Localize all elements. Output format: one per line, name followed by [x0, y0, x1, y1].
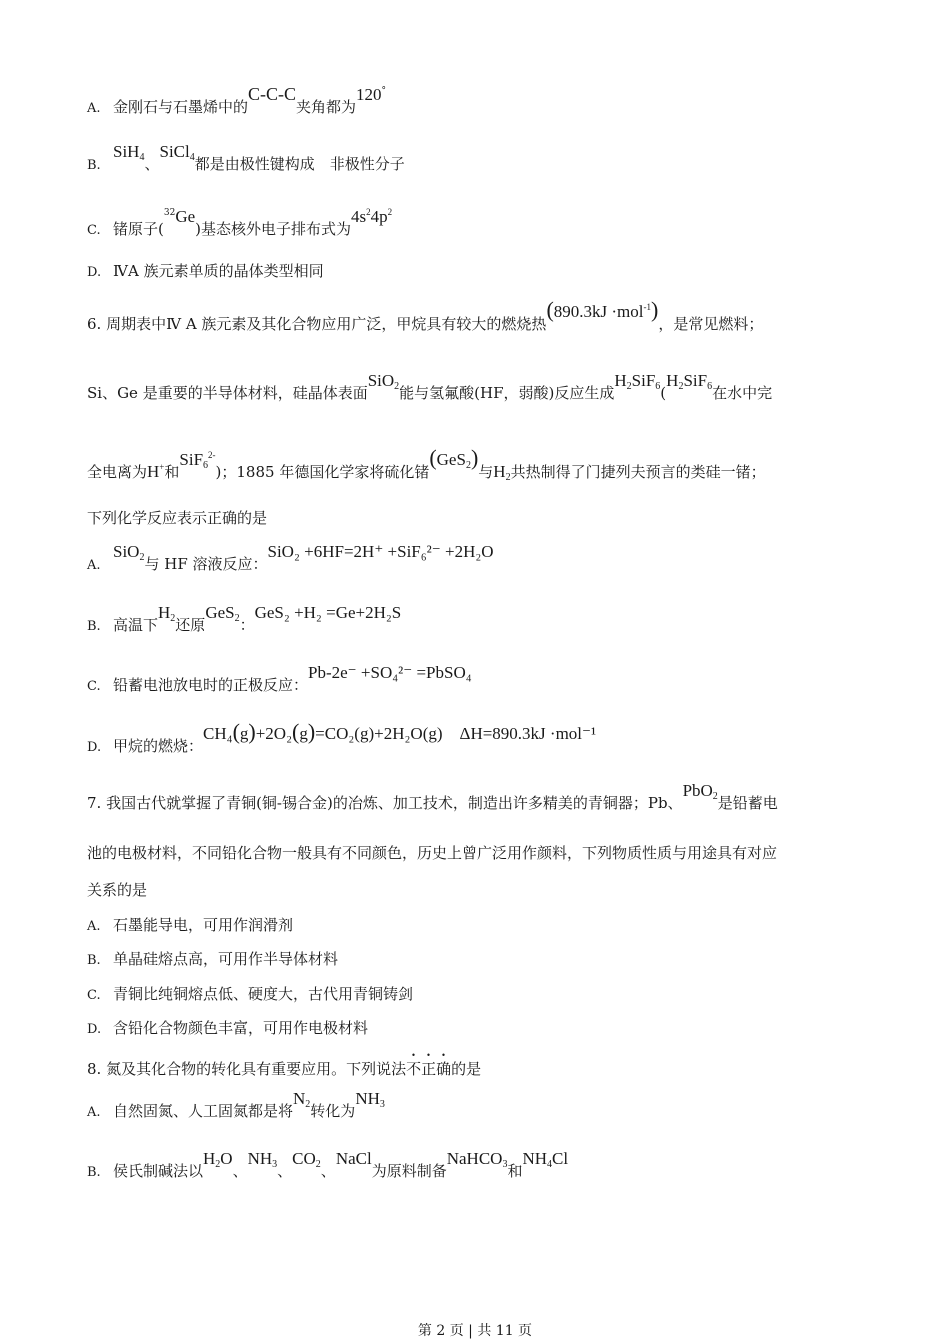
q6-stem-line-2: Si、Ge 是重要的半导体材料，硅晶体表面SiO$_2$能与氢氟酸(HF，弱酸)反应生成$H_2SiF_6(H_2SiF_6$在水中完	[87, 371, 773, 402]
q5-option-b: B.SiH$_4$、SiCl$_4$都是由极性键构成 非极性分子	[87, 142, 405, 173]
q6-option-d: D. 甲烷的燃烧：CH₄(g)+2O₂(g)=CO₂(g)+2H₂O(g) ΔH=890.3kJ ·mol⁻¹	[87, 719, 597, 755]
q7-option-c: C. 青铜比纯铜熔点低、硬度大，古代用青铜铸剑	[87, 985, 414, 1003]
equation: SiO₂ +6HF=2H⁺ +SiF₆²⁻ +2H₂O	[267, 542, 494, 561]
equation: Pb-2e⁻ +SO₄²⁻ =PbSO₄	[308, 663, 472, 682]
q8-option-b: B. 侯氏制碱法以$H_2O$、$NH_3$、$CO_2$、NaCl为原料制备NaHCO$_3$和$NH_4Cl$	[87, 1149, 569, 1180]
q6-stem-line-1: 6. 周期表中Ⅳ A 族元素及其化合物应用广泛，甲烷具有较大的燃烧热(890.3kJ ·mol$^{-1}$)，是常见燃料；	[87, 297, 764, 333]
q7-stem-line-3: 关系的是	[87, 881, 148, 899]
q7-stem-line-2: 池的电极材料，不同铅化合物一般具有不同颜色，历史上曾广泛用作颜料，下列物质性质与用途具有对应	[87, 844, 778, 862]
q7-stem-line-1: 7. 我国古代就掌握了青铜(铜-锡合金)的冶炼、加工技术，制造出许多精美的青铜器；Pb、PbO$_2$是铅蓄电	[87, 781, 778, 812]
page-footer: 第 2 页 | 共 11 页	[417, 1323, 533, 1339]
q5-option-c: C. 锗原子($^{32}$Ge)基态核外电子排布式为$4s^24p^2$	[87, 207, 393, 238]
emphasis-text: 不正确	[406, 1060, 452, 1078]
q8-option-a: A. 自然固氮、人工固氮都是将$N_2$转化为$NH_3$	[87, 1089, 385, 1120]
equation: CH₄(g)+2O₂(g)=CO₂(g)+2H₂O(g) ΔH=890.3kJ ·mol⁻¹	[203, 719, 597, 744]
equation: GeS₂ +H₂ =Ge+2H₂S	[254, 603, 402, 622]
q6-stem-line-3: 全电离为H+和SiF$_6^{2-}$)；1885 年德国化学家将硫化锗(GeS$_2$)与$H_2$共热制得了门捷列夫预言的类硅一锗；	[87, 445, 766, 483]
q6-option-b: B. 高温下$H_2$还原GeS$_2$：GeS₂ +H₂ =Ge+2H₂S	[87, 603, 402, 634]
q5-option-d: D. ⅣA 族元素单质的晶体类型相同	[87, 262, 324, 280]
q8-stem: 8. 氮及其化合物的转化具有重要应用。下列说法不正确的是	[87, 1060, 482, 1078]
q7-option-b: B. 单晶硅熔点高，可用作半导体材料	[87, 950, 339, 968]
q6-stem-line-4: 下列化学反应表示正确的是	[87, 509, 268, 527]
q6-option-a: A.SiO$_2$与 HF 溶液反应：SiO₂ +6HF=2H⁺ +SiF₆²⁻ +2H₂O	[87, 542, 494, 573]
q7-option-d: D. 含铅化合物颜色丰富，可用作电极材料	[87, 1019, 369, 1037]
q5-option-a: A. 金刚石与石墨烯中的C-C-C夹角都为120°	[87, 84, 387, 116]
q6-option-c: C. 铅蓄电池放电时的正极反应：Pb-2e⁻ +SO₄²⁻ =PbSO₄	[87, 663, 472, 694]
q7-option-a: A. 石墨能导电，可用作润滑剂	[87, 916, 294, 934]
